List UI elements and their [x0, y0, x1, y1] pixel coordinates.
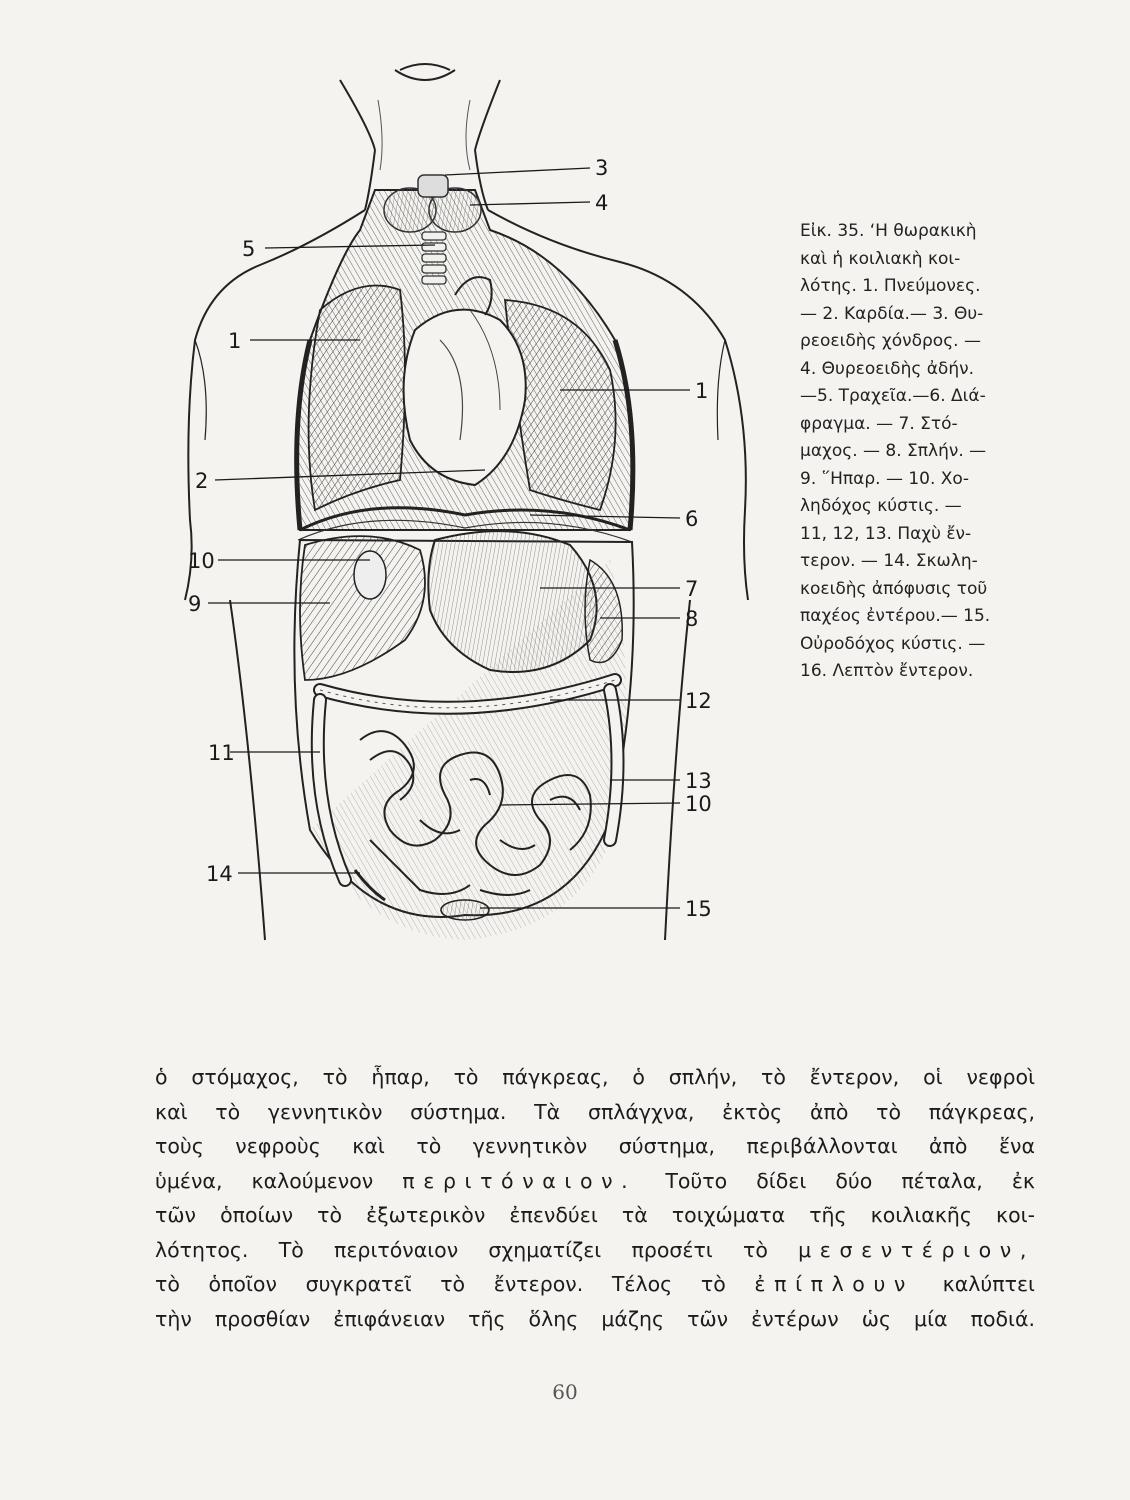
callout-15: 15	[685, 897, 712, 921]
spleen	[585, 560, 622, 663]
body-line	[155, 1233, 1035, 1268]
emphasized-term-mesentery: μεσεντέριον,	[798, 1237, 1035, 1262]
caption-line: 11, 12, 13. Παχὺ ἔν-	[800, 523, 972, 544]
callout-14: 14	[206, 862, 233, 886]
body-line: ὁ στόμαχος, τὸ ἧπαρ, τὸ πάγκρεας, ὁ σπλήν, τὸ ἔντερον, οἱ νεφροὶ	[155, 1065, 1035, 1089]
callout-8: 8	[685, 607, 699, 631]
callout-7: 7	[685, 577, 699, 601]
page-number: 60	[552, 1380, 578, 1404]
callout-1-left: 1	[228, 329, 242, 353]
stomach	[428, 531, 596, 672]
callout-1-right: 1	[695, 379, 709, 403]
caption-line: — 2. Καρδία.— 3. Θυ-	[800, 303, 984, 324]
callout-11: 11	[208, 741, 235, 765]
caption-line: τερον. — 14. Σκωλη-	[800, 551, 978, 571]
body-line: τῶν ὁποίων τὸ ἐξωτερικὸν ἐπενδύει τὰ τοιχώματα τῆς κοιλιακῆς κοι-	[155, 1203, 1035, 1227]
caption-line: παχέος ἐντέρου.— 15.	[800, 606, 991, 626]
caption-line: 4. Θυρεοειδὴς ἀδήν.	[800, 358, 975, 379]
body-segment: Τοῦτο δίδει δύο πέταλα, ἐκ	[665, 1168, 1035, 1193]
callout-4: 4	[595, 191, 609, 215]
urinary-bladder	[441, 900, 489, 920]
caption-line: ληδόχος κύστις. —	[800, 496, 962, 516]
caption-line: 9. ῞Ηπαρ. — 10. Χο-	[800, 468, 969, 489]
callout-10-bottom: 10	[685, 792, 712, 816]
caption-line: λότης. 1. Πνεύμονες.	[800, 276, 981, 296]
liver	[300, 536, 425, 680]
caption-line: Εἰκ. 35. ‘Η θωρακικὴ	[800, 221, 977, 241]
gallbladder	[354, 551, 386, 599]
anatomy-figure	[170, 40, 770, 970]
body-line: καὶ τὸ γεννητικὸν σύστημα. Τὰ σπλάγχνα, ἐκτὸς ἀπὸ τὸ πάγκρεας,	[155, 1099, 1035, 1124]
body-paragraph	[155, 1060, 1035, 1336]
body-line	[155, 1267, 1035, 1302]
caption-line: Οὐροδόχος κύστις. —	[800, 633, 986, 654]
callout-9: 9	[188, 592, 202, 616]
callout-10-top: 10	[188, 549, 215, 573]
body-line: τὴν προσθίαν ἐπιφάνειαν τῆς ὅλης μάζης τῶν ἐντέρων ὡς μία ποδιά.	[155, 1306, 1035, 1331]
caption-line: 16. Λεπτὸν ἔντερον.	[800, 661, 974, 681]
emphasized-term-omentum: ἐπίπλουν	[754, 1272, 914, 1296]
figure-caption	[800, 218, 1022, 686]
caption-line: φραγμα. — 7. Στό-	[800, 413, 958, 434]
caption-line: —5. Τραχεῖα.—6. Διά-	[800, 386, 986, 406]
body-segment: λότητος. Τὸ περιτόναιον σχηματίζει προσέτι τὸ	[155, 1237, 768, 1262]
body-segment: καλύπτει	[942, 1272, 1035, 1296]
torso-illustration	[170, 40, 770, 970]
caption-line: καὶ ἡ κοιλιακὴ κοι-	[800, 248, 961, 269]
callout-6: 6	[685, 507, 699, 531]
callout-12: 12	[685, 689, 712, 713]
chin-outline	[340, 64, 500, 150]
emphasized-term-peritoneum: περιτόναιον.	[402, 1168, 637, 1193]
caption-line: μαχος. — 8. Σπλήν. —	[800, 441, 987, 461]
body-segment: ὑμένα, καλούμενον	[155, 1168, 374, 1193]
body-line	[155, 1164, 1035, 1199]
body-line: τοὺς νεφροὺς καὶ τὸ γεννητικὸν σύστημα, περιβάλλονται ἀπὸ ἕνα	[155, 1134, 1035, 1158]
callout-13: 13	[685, 769, 712, 793]
trachea	[422, 232, 446, 284]
caption-line: κοειδὴς ἀπόφυσις τοῦ	[800, 578, 988, 599]
body-segment: τὸ ὁποῖον συγκρατεῖ τὸ ἔντερον. Τέλος τὸ	[155, 1272, 726, 1296]
callout-3: 3	[595, 156, 609, 180]
callout-2: 2	[195, 469, 209, 493]
callout-5: 5	[242, 237, 256, 261]
caption-line: ρεοειδὴς χόνδρος. —	[800, 331, 981, 351]
